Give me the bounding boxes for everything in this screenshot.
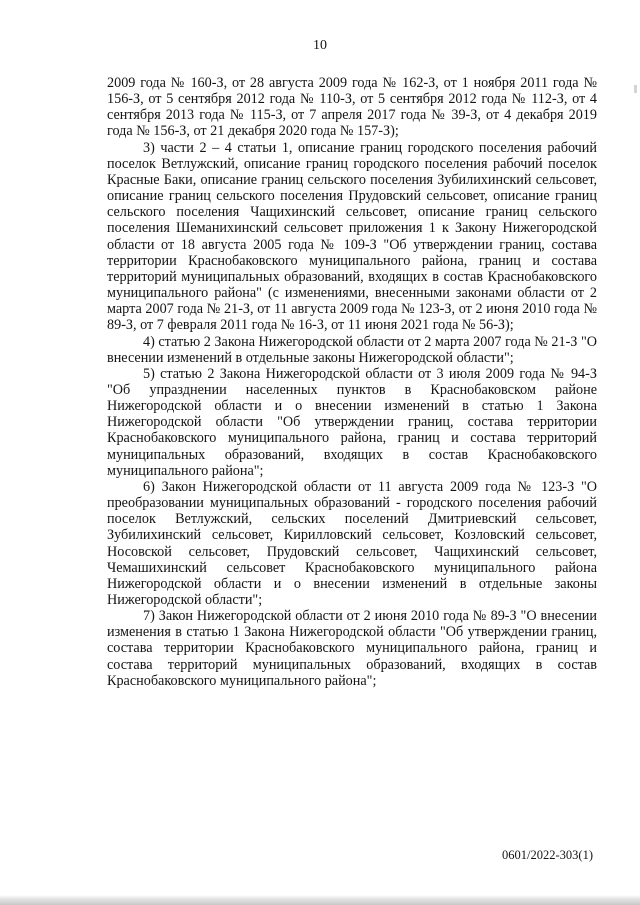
list-item-7: 7) Закон Нижегородской области от 2 июня 2010 года № 89-З "О внесении изменения в статью 1 Закона Нижегородской области "Об утверждении границ, состава территории Краснобаковского муниципального района, границ и состава территорий муниципальных образований, входящих в состав Краснобаковского муниципального района"; bbox=[107, 608, 597, 689]
page-number: 10 bbox=[313, 38, 327, 53]
list-item-6: 6) Закон Нижегородской области от 11 августа 2009 года № 123-З "О преобразовании муниципальных образований - городского поселения рабочий поселок Ветлужский, сельских поселений Дмитриевский сельсовет, Зубилихинский сельсовет, Кирилловский сельсовет, Козловский сельсовет, Носовской сельсовет, Прудовский сельсовет, Чащихинский сельсовет, Чемашихинский сельсовет Краснобаковского муниципального района Нижегородской области и о внесении изменений в отдельные законы Нижегородской области"; bbox=[107, 478, 597, 608]
list-item-4: 4) статью 2 Закона Нижегородской области от 2 марта 2007 года № 21-З "О внесении изменений в отдельные законы Нижегородской области"; bbox=[107, 333, 597, 366]
document-code: 0601/2022-303(1) bbox=[502, 848, 593, 862]
paragraph-continuation: 2009 года № 160-З, от 28 августа 2009 года № 162-З, от 1 ноября 2011 года № 156-З, от 5 сентября 2012 года № 110-З, от 5 сентября 2012 года № 112-З, от 4 сентября 2013 года № 115-З, от 7 апреля 2017 года № 39-З, от 4 декабря 2019 года № 156-З, от 21 декабря 2020 года № 157-З); bbox=[107, 75, 597, 140]
list-item-3: 3) части 2 – 4 статьи 1, описание границ городского поселения рабочий поселок Ветлужский, описание границ городского поселения рабочий поселок Красные Баки, описание границ сельского поселения Зубилихинский сельсовет, описание границ сельского поселения Прудовский сельсовет, описание границ сельского поселения Чащихинский сельсовет, описание границ сельского поселения Шеманихинский сельсовет приложения 1 к Закону Нижегородской области от 18 августа 2005 года № 109-З "Об утверждении границ, состава территории Краснобаковского муниципального района, границ и состава территорий муниципальных образований, входящих в состав Краснобаковского муниципального района" (с изменениями, внесенными законами области от 2 марта 2007 года № 21-З, от 11 августа 2009 года № 123-З, от 2 июня 2010 года № 89-З, от 7 февраля 2011 года № 16-З, от 11 июня 2021 года № 56-З); bbox=[107, 139, 597, 334]
list-item-5: 5) статью 2 Закона Нижегородской области от 3 июля 2009 года № 94-З "Об упразднении населенных пунктов в Краснобаковском районе Нижегородской области и о внесении изменений в статью 1 Закона Нижегородской области "Об утверждении границ, состава территории Краснобаковского муниципального района, границ и состава территорий муниципальных образований, входящих в состав Краснобаковского муниципального района"; bbox=[107, 365, 597, 479]
document-body bbox=[107, 75, 597, 689]
scan-bottom-edge bbox=[0, 895, 640, 905]
scan-edge-mark bbox=[634, 85, 637, 93]
